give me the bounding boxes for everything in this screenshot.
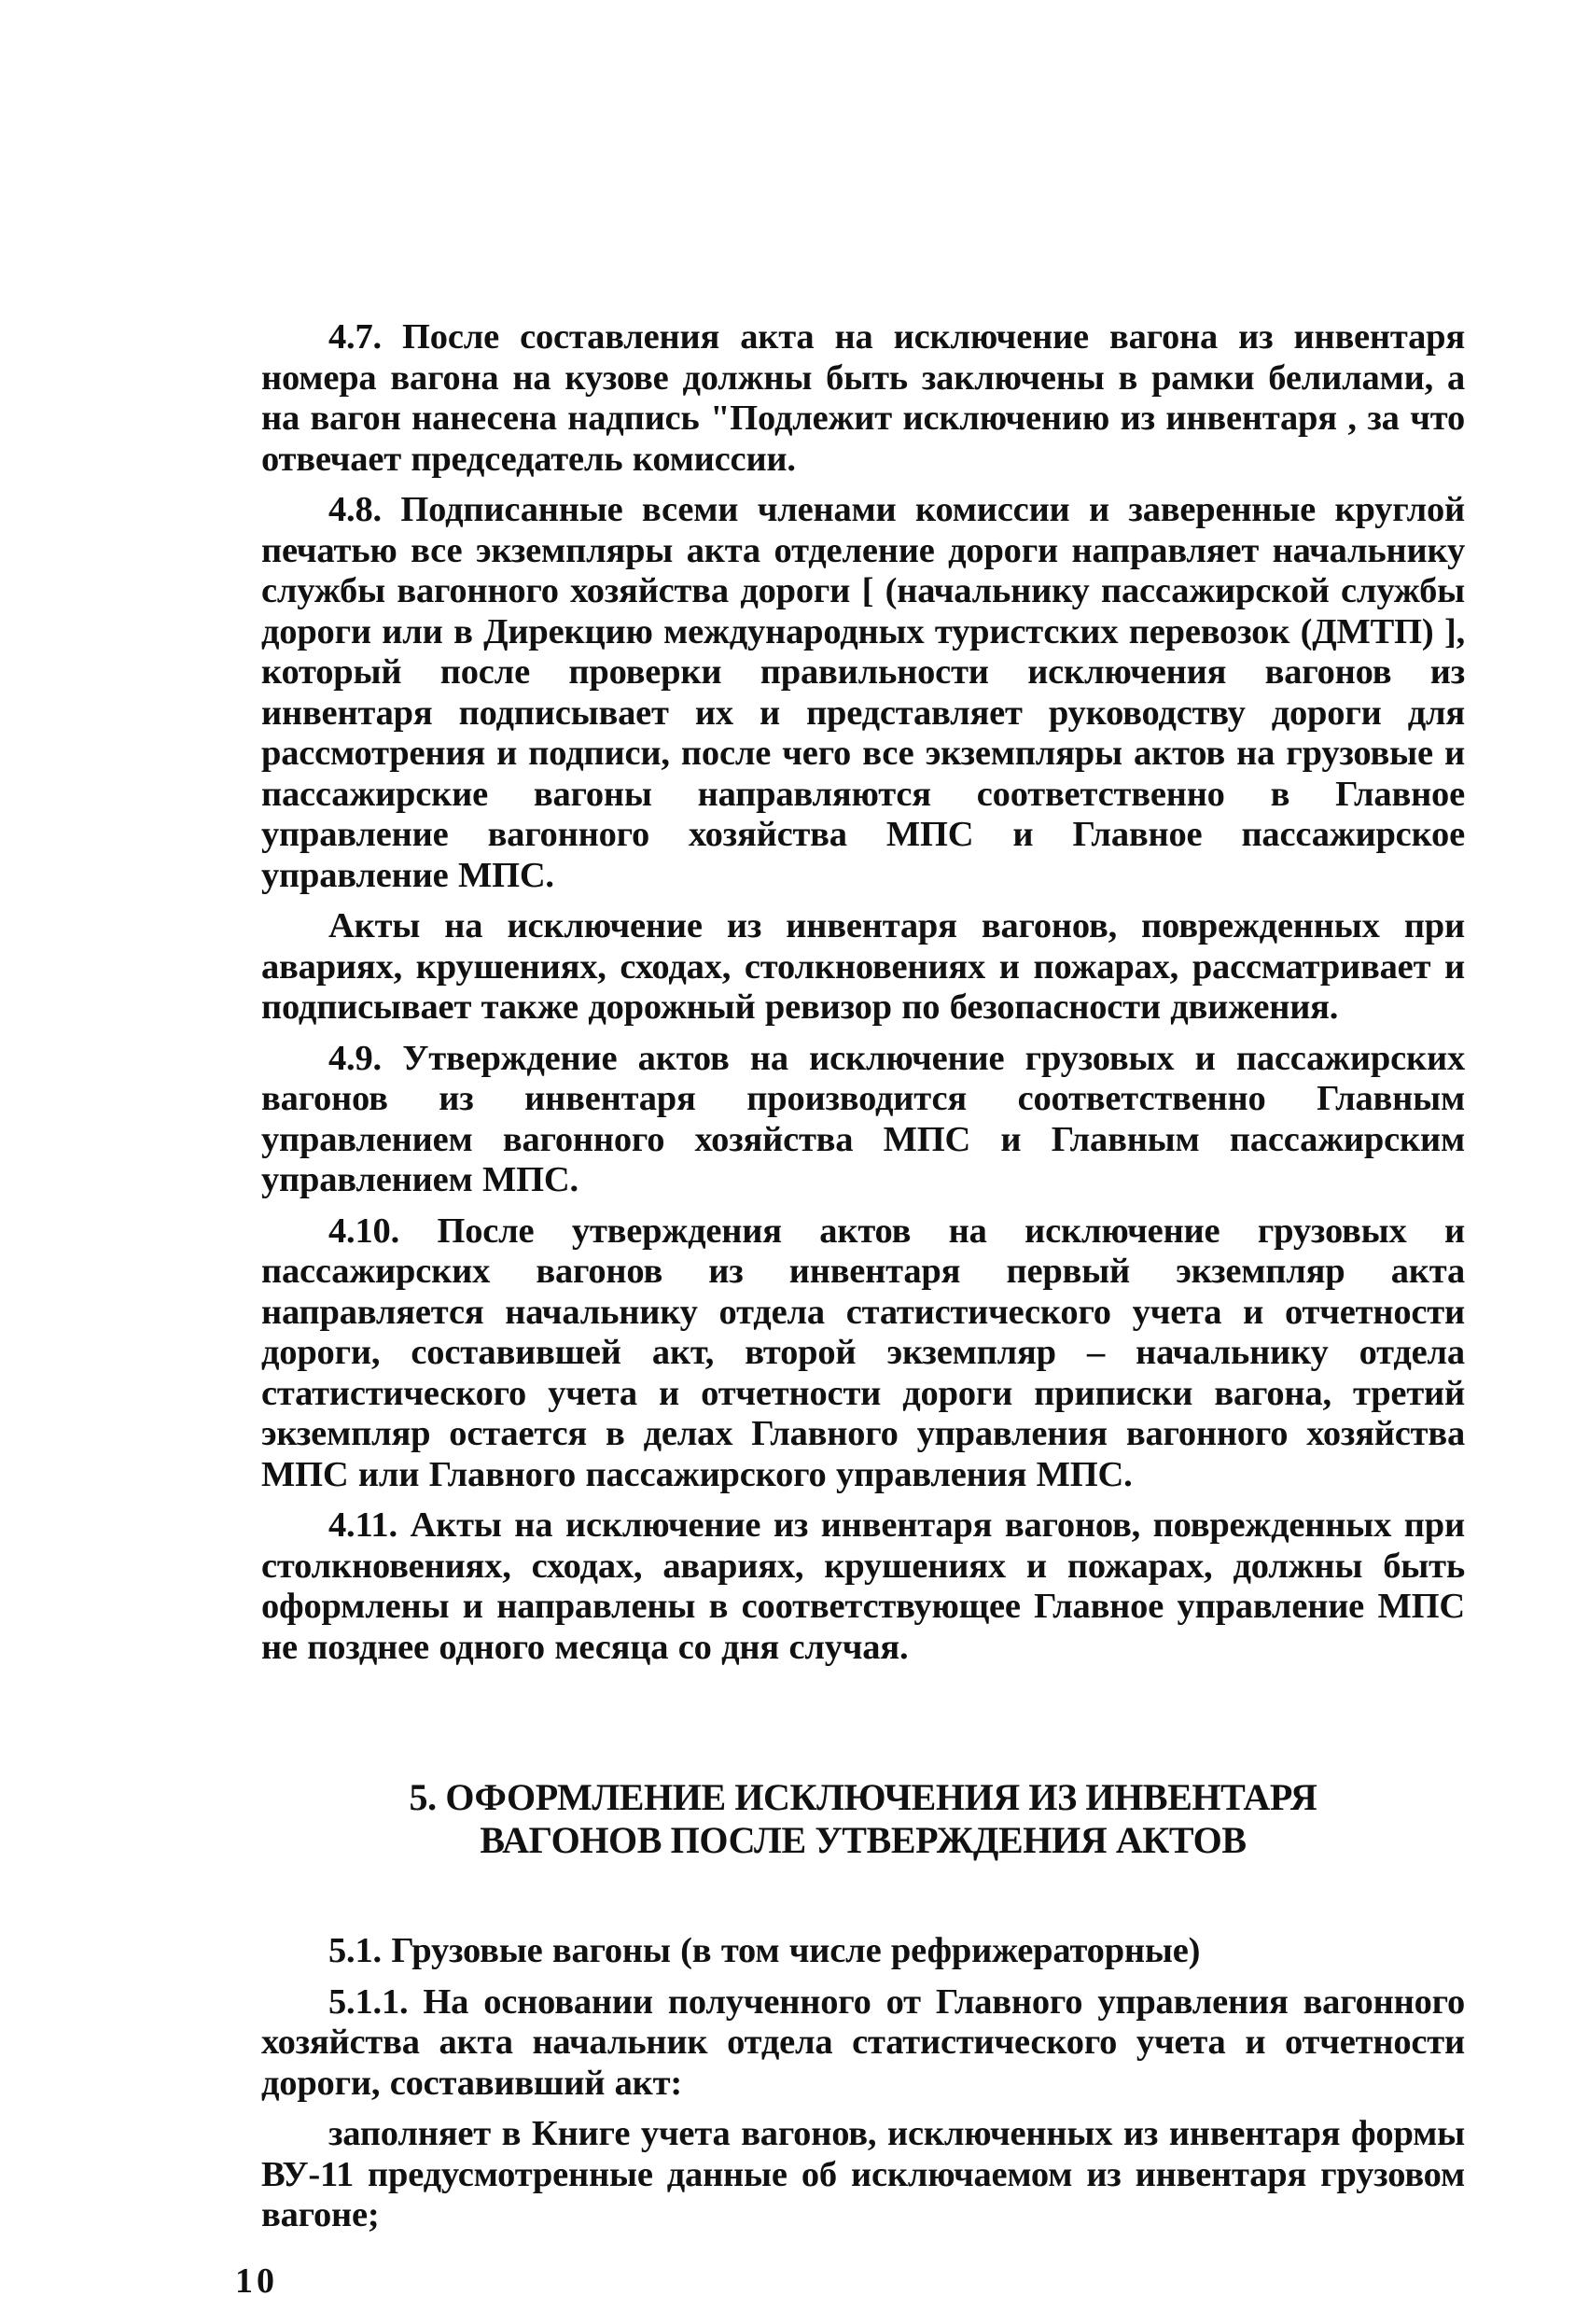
section-5-heading-line-2: ВАГОНОВ ПОСЛЕ УТВЕРЖДЕНИЯ АКТОВ: [480, 1819, 1247, 1861]
paragraph-4-9: 4.9. Утверждение актов на исключение грузовых и пассажирских вагонов из инвентаря производится соответственно Главным управлением вагонного хозяйства МПС и Главным пассажирским управлением МПС.: [261, 1038, 1465, 1199]
page-number: 10: [235, 2261, 278, 2301]
paragraph-4-11: 4.11. Акты на исключение из инвентаря вагонов, поврежденных при столкновениях, сходах, авариях, крушениях и пожарах, должны быть оформлены и направлены в соответствующее Главное управление МПС не позднее одного месяца со дня случая.: [261, 1505, 1465, 1667]
paragraph-5-1-1: 5.1.1. На основании полученного от Главного управления вагонного хозяйства акта начальник отдела статистического учета и отчетности дороги, составивший акт:: [261, 1981, 1465, 2103]
paragraph-5-1-1-item: заполняет в Книге учета вагонов, исключенных из инвентаря формы ВУ-11 предусмотренные данные об исключаемом из инвентаря грузовом вагоне;: [261, 2114, 1465, 2234]
section-5-body: [261, 1931, 1465, 2236]
paragraph-4-8: 4.8. Подписанные всеми членами комиссии и заверенные круглой печатью все экземпляры акта отделение дороги направляет начальнику службы вагонного хозяйства дороги [ (начальнику пассажирской службы дороги или в Дирекцию международных туристских перевозок (ДМТП) ], который после проверки правильности исключения вагонов из инвентаря подписывает их и представляет руководству дороги для рассмотрения и подписи, после чего все экземпляры актов на грузовые и пассажирские вагоны направляются соответственно в Главное управление вагонного хозяйства МПС и Главное пассажирское управление МПС.: [261, 490, 1465, 895]
document-body: [261, 317, 1465, 2236]
paragraph-4-10: 4.10. После утверждения актов на исключение грузовых и пассажирских вагонов из инвентаря первый экземпляр акта направляется начальнику отдела статистического учета и отчетности дороги, составившей акт, второй экземпляр – начальнику отдела статистического учета и отчетности дороги приписки вагона, третий экземпляр остается в делах Главного управления вагонного хозяйства МПС или Главного пассажирского управления МПС.: [261, 1211, 1465, 1494]
paragraph-4-8-accidents: Акты на исключение из инвентаря вагонов, поврежденных при авариях, крушениях, сходах, столкновениях и пожарах, рассматривает и подписывает также дорожный ревизор по безопасности движения.: [261, 906, 1465, 1027]
section-5-heading-line-1: 5. ОФОРМЛЕНИЕ ИСКЛЮЧЕНИЯ ИЗ ИНВЕНТАРЯ: [409, 1776, 1317, 1818]
paragraph-4-7: 4.7. После составления акта на исключение вагона из инвентаря номера вагона на кузове должны быть заключены в рамки белилами, а на вагон нанесена надпись "Подлежит исключению из инвентаря , за что отвечает председатель комиссии.: [261, 317, 1465, 479]
section-5-heading: [261, 1776, 1465, 1862]
paragraph-5-1: 5.1. Грузовые вагоны (в том числе рефрижераторные): [328, 1931, 1201, 1970]
